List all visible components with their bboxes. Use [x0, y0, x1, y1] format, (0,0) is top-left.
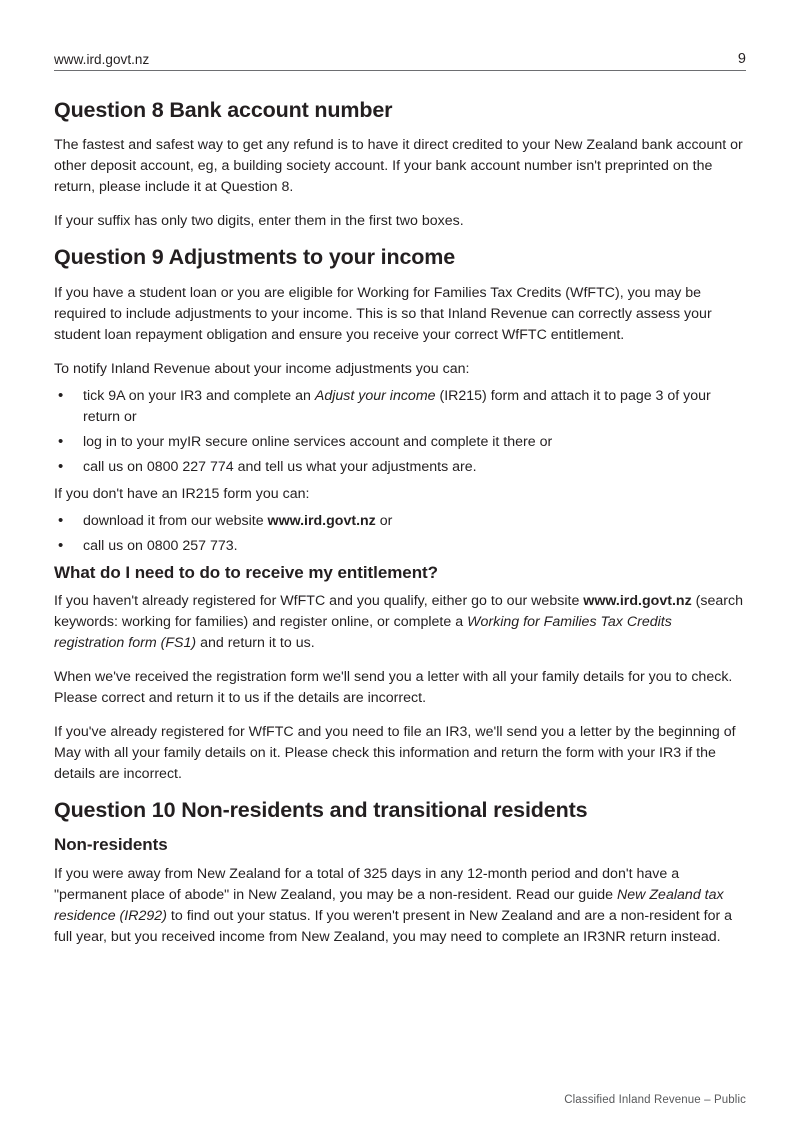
bullet-text-post: or: [375, 512, 393, 529]
page-number: 9: [737, 51, 746, 67]
footer-classification: Classified Inland Revenue – Public: [564, 1094, 746, 1106]
para-text-pre: If you haven't already registered for WfFTC and you qualify, either go to our website: [54, 593, 584, 610]
list-item: [54, 386, 746, 428]
bullet-text-italic: Adjust your income: [314, 387, 436, 404]
q9-paragraph-3: If you don't have an IR215 form you can:: [54, 485, 310, 502]
bullet-text-bold-website: www.ird.govt.nz: [267, 512, 376, 529]
para-text-mid: (search keywords: working for families) and register online, or complete a: [54, 593, 744, 631]
heading-non-residents: Non-residents: [54, 835, 168, 855]
q9-paragraph-1: If you have a student loan or you are eligible for Working for Families Tax Credits (WfFTC), you may be required to include adjustments to your income. This is so that Inland Revenue can correctly assess your student loan repayment obligation and ensure you receive your correct WfFTC entitlement.: [54, 284, 712, 343]
entitlement-paragraph-2: When we've received the registration form we'll send you a letter with all your family details for you to check. Please correct and return it to us if the details are incorrect.: [54, 669, 733, 707]
q9-bullet-list-notify: [54, 386, 746, 478]
heading-question-9: Question 9 Adjustments to your income: [54, 245, 456, 270]
heading-entitlement: What do I need to do to receive my entitlement?: [54, 562, 438, 582]
heading-question-10: Question 10 Non-residents and transitional residents: [54, 798, 588, 823]
list-item: [54, 511, 746, 532]
q9-paragraph-2: To notify Inland Revenue about your income adjustments you can:: [54, 360, 470, 377]
list-item: • log in to your myIR secure online services account and complete it there or: [54, 432, 746, 453]
running-header: [54, 52, 746, 71]
para-text-italic-form: Working for Families Tax Credits registration form (FS1): [54, 614, 672, 652]
heading-question-8: Question 8 Bank account number: [54, 98, 393, 122]
para-text-pre: If you were away from New Zealand for a total of 325 days in any 12-month period and don't have a "permanent place of abode" in New Zealand, you may be a non-resident. Read our guide: [54, 865, 680, 903]
document-content: [54, 98, 746, 961]
header-website: www.ird.govt.nz: [54, 52, 150, 68]
entitlement-paragraph-1: [54, 591, 746, 654]
list-item: • call us on 0800 227 774 and tell us what your adjustments are.: [54, 457, 746, 478]
bullet-text-pre: tick 9A on your IR3 and complete an: [83, 387, 315, 404]
bullet-text-pre: download it from our website: [83, 512, 268, 529]
q8-paragraph-2: If your suffix has only two digits, enter them in the first two boxes.: [54, 213, 464, 230]
para-text-post: and return it to us.: [196, 635, 315, 652]
para-text-post: to find out your status. If you weren't present in New Zealand and are a non-resident for a full year, but you received income from New Zealand, you may need to complete an IR3NR return instead.: [54, 907, 733, 945]
para-text-bold-website: www.ird.govt.nz: [583, 593, 692, 610]
list-item: • call us on 0800 257 773.: [54, 536, 746, 557]
q9-bullet-list-noform: [54, 511, 746, 557]
q8-paragraph-1: The fastest and safest way to get any refund is to have it direct credited to your New Zealand bank account or other deposit account, eg, a building society account. If your bank account number isn't preprinted on the return, please include it at Question 8.: [54, 137, 743, 196]
bullet-text-post: (IR215) form and attach it to page 3 of your return or: [83, 387, 711, 425]
entitlement-paragraph-3: If you've already registered for WfFTC and you need to file an IR3, we'll send you a letter by the beginning of May with all your family details on it. Please check this information and return the form with your IR3 if the details are incorrect.: [54, 724, 736, 783]
para-text-italic-guide: New Zealand tax residence (IR292): [54, 886, 724, 924]
q10-paragraph-1: [54, 864, 746, 948]
